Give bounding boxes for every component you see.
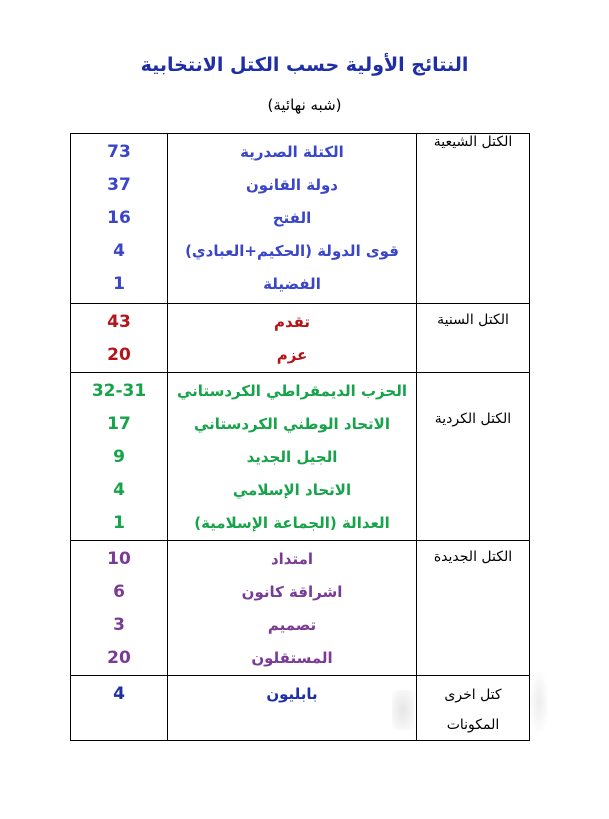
party-list-other xyxy=(168,676,417,741)
seat-count: 10 xyxy=(107,549,131,569)
party-name: الحزب الديمقراطي الكردستاني xyxy=(177,382,407,400)
party-name: عزم xyxy=(276,346,308,364)
seat-count: 20 xyxy=(107,648,131,668)
party-name: قوى الدولة (الحكيم+العبادي) xyxy=(185,242,399,260)
party-name: تقدم xyxy=(273,313,311,331)
group-name-other xyxy=(417,676,530,741)
group-name-kurdish: الكتل الكردية xyxy=(417,373,530,541)
seat-count: 4 xyxy=(113,241,125,261)
group-name-other-line2: المكونات xyxy=(446,717,500,733)
party-name: المستقلون xyxy=(251,649,333,667)
page-title: النتائج الأولية حسب الكتل الانتخابية xyxy=(140,54,469,76)
results-table xyxy=(70,133,530,741)
party-list-new xyxy=(168,541,417,676)
seat-count: 1 xyxy=(113,274,125,294)
party-name: العدالة (الجماعة الإسلامية) xyxy=(194,514,390,532)
party-name: الكتلة الصدرية xyxy=(240,143,344,161)
seat-count: 73 xyxy=(107,142,131,162)
seat-count: 4 xyxy=(113,480,125,500)
seat-count: 20 xyxy=(107,345,131,365)
group-name-shia: الكتل الشيعية xyxy=(417,134,530,304)
group-row-kurdish xyxy=(71,373,530,541)
group-row-sunni xyxy=(71,304,530,373)
group-name-new: الكتل الجديدة xyxy=(417,541,530,676)
seat-list-sunni xyxy=(71,304,168,373)
party-name: بابليون xyxy=(266,685,318,703)
seat-count: 9 xyxy=(113,447,125,467)
seat-count: 3 xyxy=(113,615,125,635)
group-name-other-line1: كتل اخرى xyxy=(444,687,502,703)
seat-count: 16 xyxy=(107,208,131,228)
party-name: امتداد xyxy=(270,550,314,568)
scan-blur-mark xyxy=(392,690,414,730)
party-list-shia xyxy=(168,134,417,304)
seat-count: 37 xyxy=(107,175,131,195)
scan-blur-mark xyxy=(530,672,548,732)
seat-list-shia xyxy=(71,134,168,304)
seat-list-kurdish xyxy=(71,373,168,541)
party-name: الجيل الجديد xyxy=(246,448,338,466)
seat-count: 32-31 xyxy=(91,381,147,401)
seat-list-other xyxy=(71,676,168,741)
party-name: الفضيلة xyxy=(263,275,321,293)
party-name: الاتحاد الإسلامي xyxy=(232,481,352,499)
party-name: الفتح xyxy=(272,209,312,227)
seat-list-new xyxy=(71,541,168,676)
party-name: اشراقة كانون xyxy=(241,583,343,601)
page-subtitle: (شبه نهائية) xyxy=(267,96,342,114)
party-name: تصميم xyxy=(267,616,317,634)
party-name: دولة القانون xyxy=(245,176,338,194)
seat-count: 17 xyxy=(107,414,131,434)
party-list-kurdish xyxy=(168,373,417,541)
seat-count: 1 xyxy=(113,513,125,533)
seat-count: 6 xyxy=(113,582,125,602)
group-row-new xyxy=(71,541,530,676)
party-name: الاتحاد الوطني الكردستاني xyxy=(194,415,390,433)
seat-count: 43 xyxy=(107,312,131,332)
group-name-sunni: الكتل السنية xyxy=(417,304,530,373)
party-list-sunni xyxy=(168,304,417,373)
group-row-other xyxy=(71,676,530,741)
group-row-shia xyxy=(71,134,530,304)
seat-count: 4 xyxy=(113,684,125,704)
